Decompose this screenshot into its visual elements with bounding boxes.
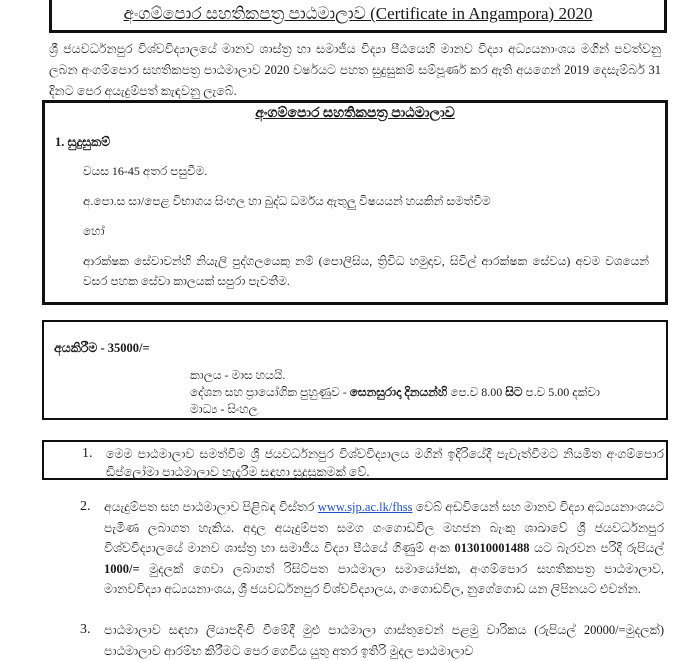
page-title: අංගම්පොර සහතිකපත්‍ර පාඨමාලාව (Certificate in Angampora) 2020 — [123, 4, 593, 23]
note-text: පාඨමාලාව සඳහා ලියාපදිංචි වීමේදී මුළු පාඨමාලා ගාස්තුවෙන් පළමු වාරිකය (රුපියල් 20000/=මුදලක්) පාඨමාලාව ආරම්භ කිරීමට පෙර ගෙවිය යුතු අතර ඉතිරි මුදල පාඨමාලාව — [104, 623, 664, 658]
note-text: මෙම පාඨමාලාව සමත්වීම ශ්‍රී ජයවර්ධනපුර විශ්වවිද්‍යාලය මගින් ඉදිරියේදී පැවැත්වීමට නියමිත අංගම්පොර ඩිප්ලෝමා පාඨමාලාව හැදෑරීම සඳහා සුදුසුකමක් වේ. — [106, 447, 664, 479]
requirements-heading: අංගම්පොර සහතිකපත්‍ර පාඨමාලාව — [255, 106, 455, 121]
schedule-from-word: සිට — [505, 385, 523, 399]
fhss-website-link[interactable]: www.sjp.ac.lk/fhss — [317, 500, 413, 514]
qualifications-title: 1. සුදුසුකම් — [55, 135, 111, 149]
schedule-to-word: දක්වා — [572, 385, 600, 399]
note-2-text-before-link: අයැදුම්පත සහ පාඨමාලාව පිළිබඳ විස්තර — [104, 500, 318, 514]
medium: මාධ්‍ය - සිංහල — [190, 402, 258, 416]
schedule — [190, 384, 600, 401]
title-box — [49, 0, 667, 33]
account-number: 013010001488 — [454, 541, 530, 555]
requirements-box — [42, 100, 668, 305]
note-text — [104, 497, 664, 600]
note-number: 3. — [80, 622, 91, 637]
intro-paragraph: ශ්‍රී ජයවර්ධනපුර විශ්වවිද්‍යාලයේ මානව ශාස්ත්‍ර හා සමාජීය විද්‍යා පීඨයෙහි මානව විද්‍යා අධ්‍යයනාංශය මගින් පවත්වනු ලබන අංගම්පොර සහතිකපත්‍ර පාඨමාලාව 2020 වර්ෂයට පහත සුදුසුකම් සම්පූර්ණ කර ඇති අයගෙන් 2019 දෙසැම්බර් 31 දිනට පෙර අයැදුම්පත් කැඳවනු ලැබේ. — [49, 42, 661, 98]
course-details — [190, 367, 600, 418]
schedule-label: දේශන සහ ප්‍රායෝගික පුහුණුව - — [190, 385, 350, 399]
duration: කාලය - මාස හයයි. — [190, 368, 286, 382]
note-2-text-end: මුදලක් ගෙවා ලබාගත් රිසිට්පත පාඨමාලා සමායෝජක, අංගම්පොර සහතිකපත්‍ර පාඨමාලාව, මානවවිද්‍යා අධ්‍යයනාංශය, ශ්‍රී ජයවර්ධනපුර විශ්වවිද්‍යාලය, ගංගොඩවිල, නුගේගොඩ යන ලිපිනයට එවන්න. — [104, 561, 664, 596]
note-2-text-after-link: වෙබ් අඩවියෙන් සහ මානව විද්‍යා අධ්‍යයනාංශයට පැමිණ ලබාගත හැකිය. අදාල අයැදුම්පත සමග ගංගොඩවිල මහජන බැංකු ශාඛාවේ ශ්‍රී ජයවර්ධනපුර විශ්වවිද්‍යාලයේ මානව ශාස්ත්‍ර හා සමාජීය විද්‍යා පීඨයේ ගිණුම් අංක — [104, 500, 664, 555]
note-2-text-mid: යට බැරවන පරිදි රුපියල් — [529, 541, 664, 555]
age-requirement: වයස 16-45 අතර පසුවීම. — [83, 164, 208, 178]
schedule-days: සෙනසුරාදා දිනයන්හි — [349, 385, 448, 399]
note-1-box — [42, 440, 668, 480]
schedule-time-to: ප.ව 5.00 — [522, 385, 573, 399]
fee-amount: අයකිරීම - 35000/= — [54, 341, 150, 355]
schedule-time-from: පෙ.ව 8.00 — [447, 385, 506, 399]
or-text: හෝ — [83, 224, 105, 238]
fee-box — [42, 320, 668, 420]
service-requirement: ආරක්ෂක සේවාවන්හි නියැලි පුද්ගලයෙකු නම් (පොලිසිය, ත්‍රිවිධ හමුදාව, සිවිල් ආරක්ෂක සේවය) අවම වශයෙන් වසර පහක සේවා කාලයක් සපුරා පැවතීම. — [83, 254, 649, 288]
note-number: 2. — [80, 499, 91, 514]
note-number: 1. — [82, 446, 93, 461]
ol-exam-requirement: අ.පො.ස සා/පෙළ විභාගය සිංහල හා බුද්ධ ධර්මය ඇතුලු විෂයයන් හයකින් සමත්වීම — [83, 194, 491, 208]
payment-amount: 1000/= — [104, 561, 140, 576]
